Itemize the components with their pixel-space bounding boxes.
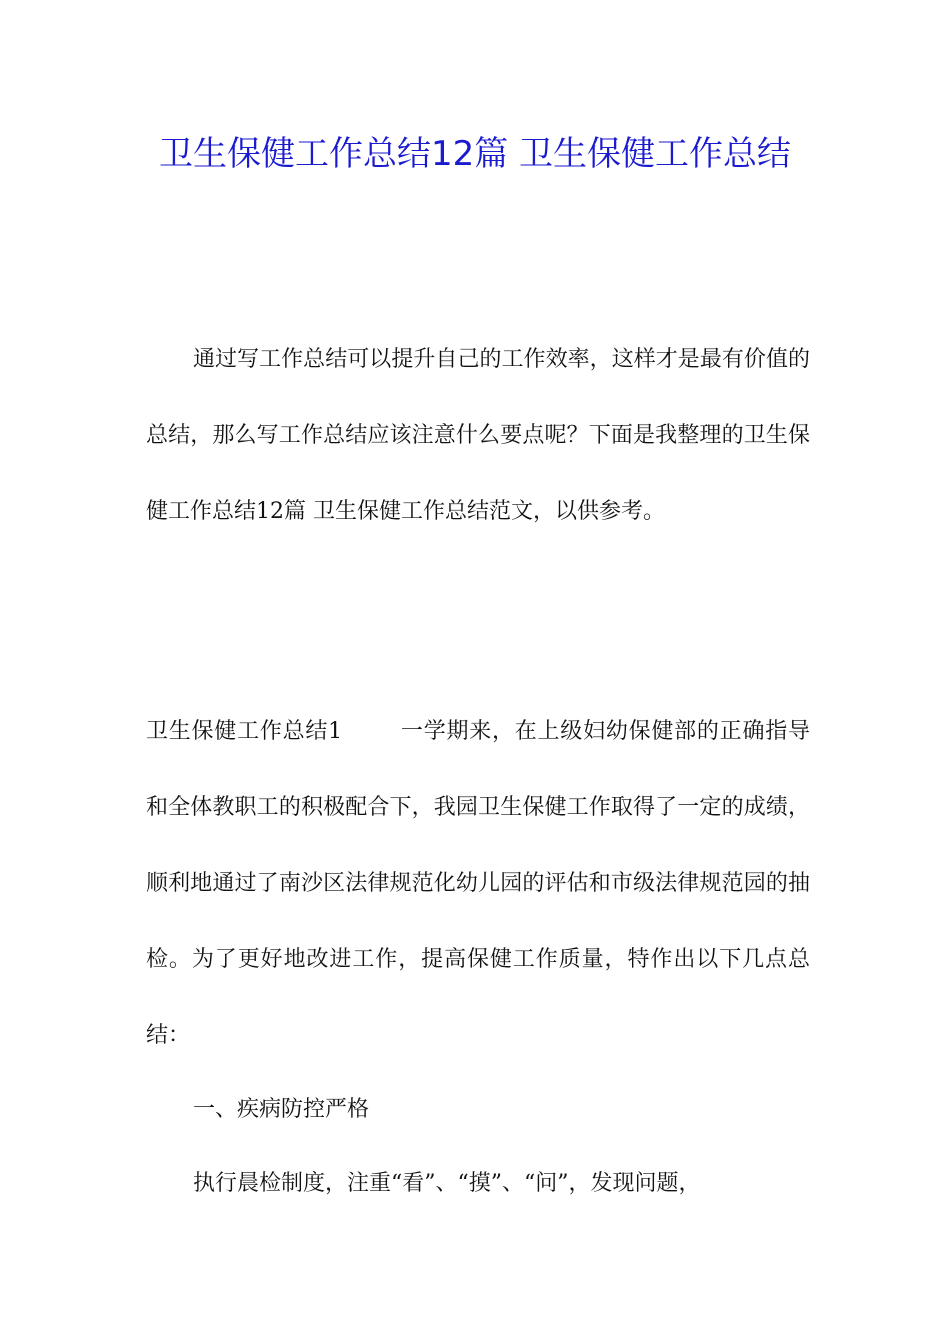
section-1-text: 一学期来，在上级妇幼保健部的正确指导和全体教职工的积极配合下，我园卫生保健工作取得了一定的成绩，顺利地通过了南沙区法律规范化幼儿园的评估和市级法律规范园的抽检。为了更好地改进工作，提高保健工作质量，特作出以下几点总结： xyxy=(146,719,810,1048)
paragraph-morning-check: 执行晨检制度，注重“看”、“摸”、“问”，发现问题， xyxy=(193,1171,701,1196)
document-title: 卫生保健工作总结12篇 卫生保健工作总结 xyxy=(158,134,792,174)
intro-paragraph: 通过写工作总结可以提升自己的工作效率，这样才是最有价值的总结，那么写工作总结应该注意什么要点呢？下面是我整理的卫生保健工作总结12篇 卫生保健工作总结范文，以供参考。 xyxy=(146,347,810,524)
section-1-heading: 卫生保健工作总结1 xyxy=(146,719,343,744)
section-1-paragraph xyxy=(146,694,810,1074)
subheading-disease-control: 一、疾病防控严格 xyxy=(193,1097,370,1122)
